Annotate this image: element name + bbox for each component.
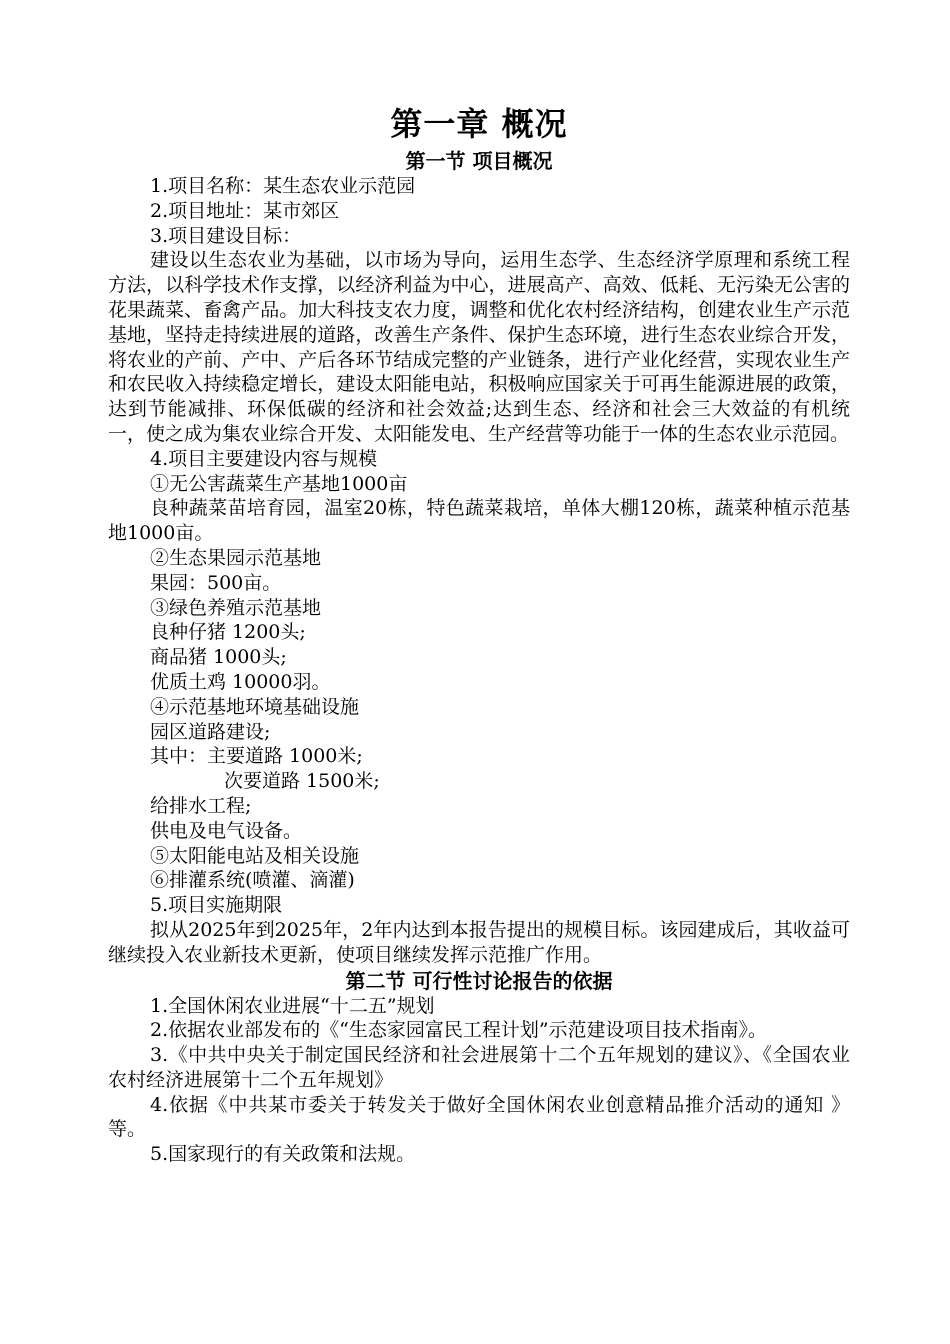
- project-name-line: 1.项目名称：某生态农业示范园: [150, 175, 416, 197]
- basis-item: 3.《中共中央关于制定国民经济和社会进展第十二个五年规划的建议》、《全国农业农村经济进展第十二个五年规划》: [108, 1044, 850, 1091]
- basis-item: 2.依据农业部发布的《“生态家园富民工程计划”示范建设项目技术指南》。: [150, 1019, 768, 1042]
- list-item: 商品猪 1000头;: [150, 646, 287, 669]
- list-item: 其中：主要道路 1000米;: [150, 745, 363, 768]
- project-goal-paragraph: 建设以生态农业为基础，以市场为导向，运用生态学、生态经济学原理和系统工程方法，以科学技术作支撑，以经济利益为中心，进展高产、高效、低耗、无污染无公害的花果蔬菜、畜禽产品。加大科技支农力度，调整和优化农村经济结构，创建农业生产示范基地，坚持走持续进展的道路，改善生产条件、保护生态环境，进行生态农业综合开发，将农业的产前、产中、产后各环节结成完整的产业链条，进行产业化经营，实现农业生产和农民收入持续稳定增长，建设太阳能电站，积极响应国家关于可再生能源进展的政策，达到节能减排、环保低碳的经济和社会效益;达到生态、经济和社会三大效益的有机统一，使之成为集农业综合开发、太阳能发电、生产经营等功能于一体的生态农业示范园。: [108, 249, 850, 445]
- list-item: 良种仔猪 1200头;: [150, 621, 306, 644]
- list-item: ④示范基地环境基础设施: [150, 695, 360, 718]
- list-item: 优质土鸡 10000羽。: [150, 670, 331, 693]
- implementation-period-paragraph: 拟从2025年到2025年，2年内达到本报告提出的规模目标。该园建成后，其收益可继续投入农业新技术更新，使项目继续发挥示范推广作用。: [108, 918, 850, 966]
- list-item: 供电及电气设备。: [150, 819, 303, 842]
- chapter-title: 第一章 概况: [390, 105, 568, 143]
- vegetable-base-paragraph: 良种蔬菜苗培育园，温室20栋，特色蔬菜栽培，单体大棚120栋，蔬菜种植示范基地1000亩。: [108, 497, 850, 545]
- section-title-overview: 第一节 项目概况: [405, 149, 553, 173]
- list-item: ⑥排灌系统(喷灌、滴灌): [150, 869, 355, 892]
- list-item: ③绿色养殖示范基地: [150, 596, 322, 619]
- list-item: 次要道路 1500米;: [224, 770, 380, 793]
- basis-item: 4.依据《中共某市委关于转发关于做好全国休闲农业创意精品推介活动的通知 》等。: [108, 1093, 850, 1141]
- section-title-basis: 第二节 可行性讨论报告的依据: [345, 968, 613, 993]
- implementation-period-heading: 5.项目实施期限: [150, 894, 283, 917]
- list-item: 果园：500亩。: [150, 571, 282, 594]
- basis-item: 1.全国休闲农业进展“十二五”规划: [150, 994, 435, 1017]
- project-address-line: 2.项目地址：某市郊区: [150, 199, 340, 222]
- list-item: 园区道路建设;: [150, 720, 271, 743]
- document-page: [108, 100, 850, 1167]
- list-item: 给排水工程;: [150, 794, 252, 817]
- list-item: ⑤太阳能电站及相关设施: [150, 844, 360, 867]
- basis-item: 5.国家现行的有关政策和法规。: [150, 1143, 416, 1166]
- list-item: ①无公害蔬菜生产基地1000亩: [150, 472, 408, 495]
- project-goal-heading: 3.项目建设目标：: [150, 224, 302, 247]
- construction-scope-heading: 4.项目主要建设内容与规模: [150, 447, 378, 470]
- list-item: ②生态果园示范基地: [150, 546, 322, 569]
